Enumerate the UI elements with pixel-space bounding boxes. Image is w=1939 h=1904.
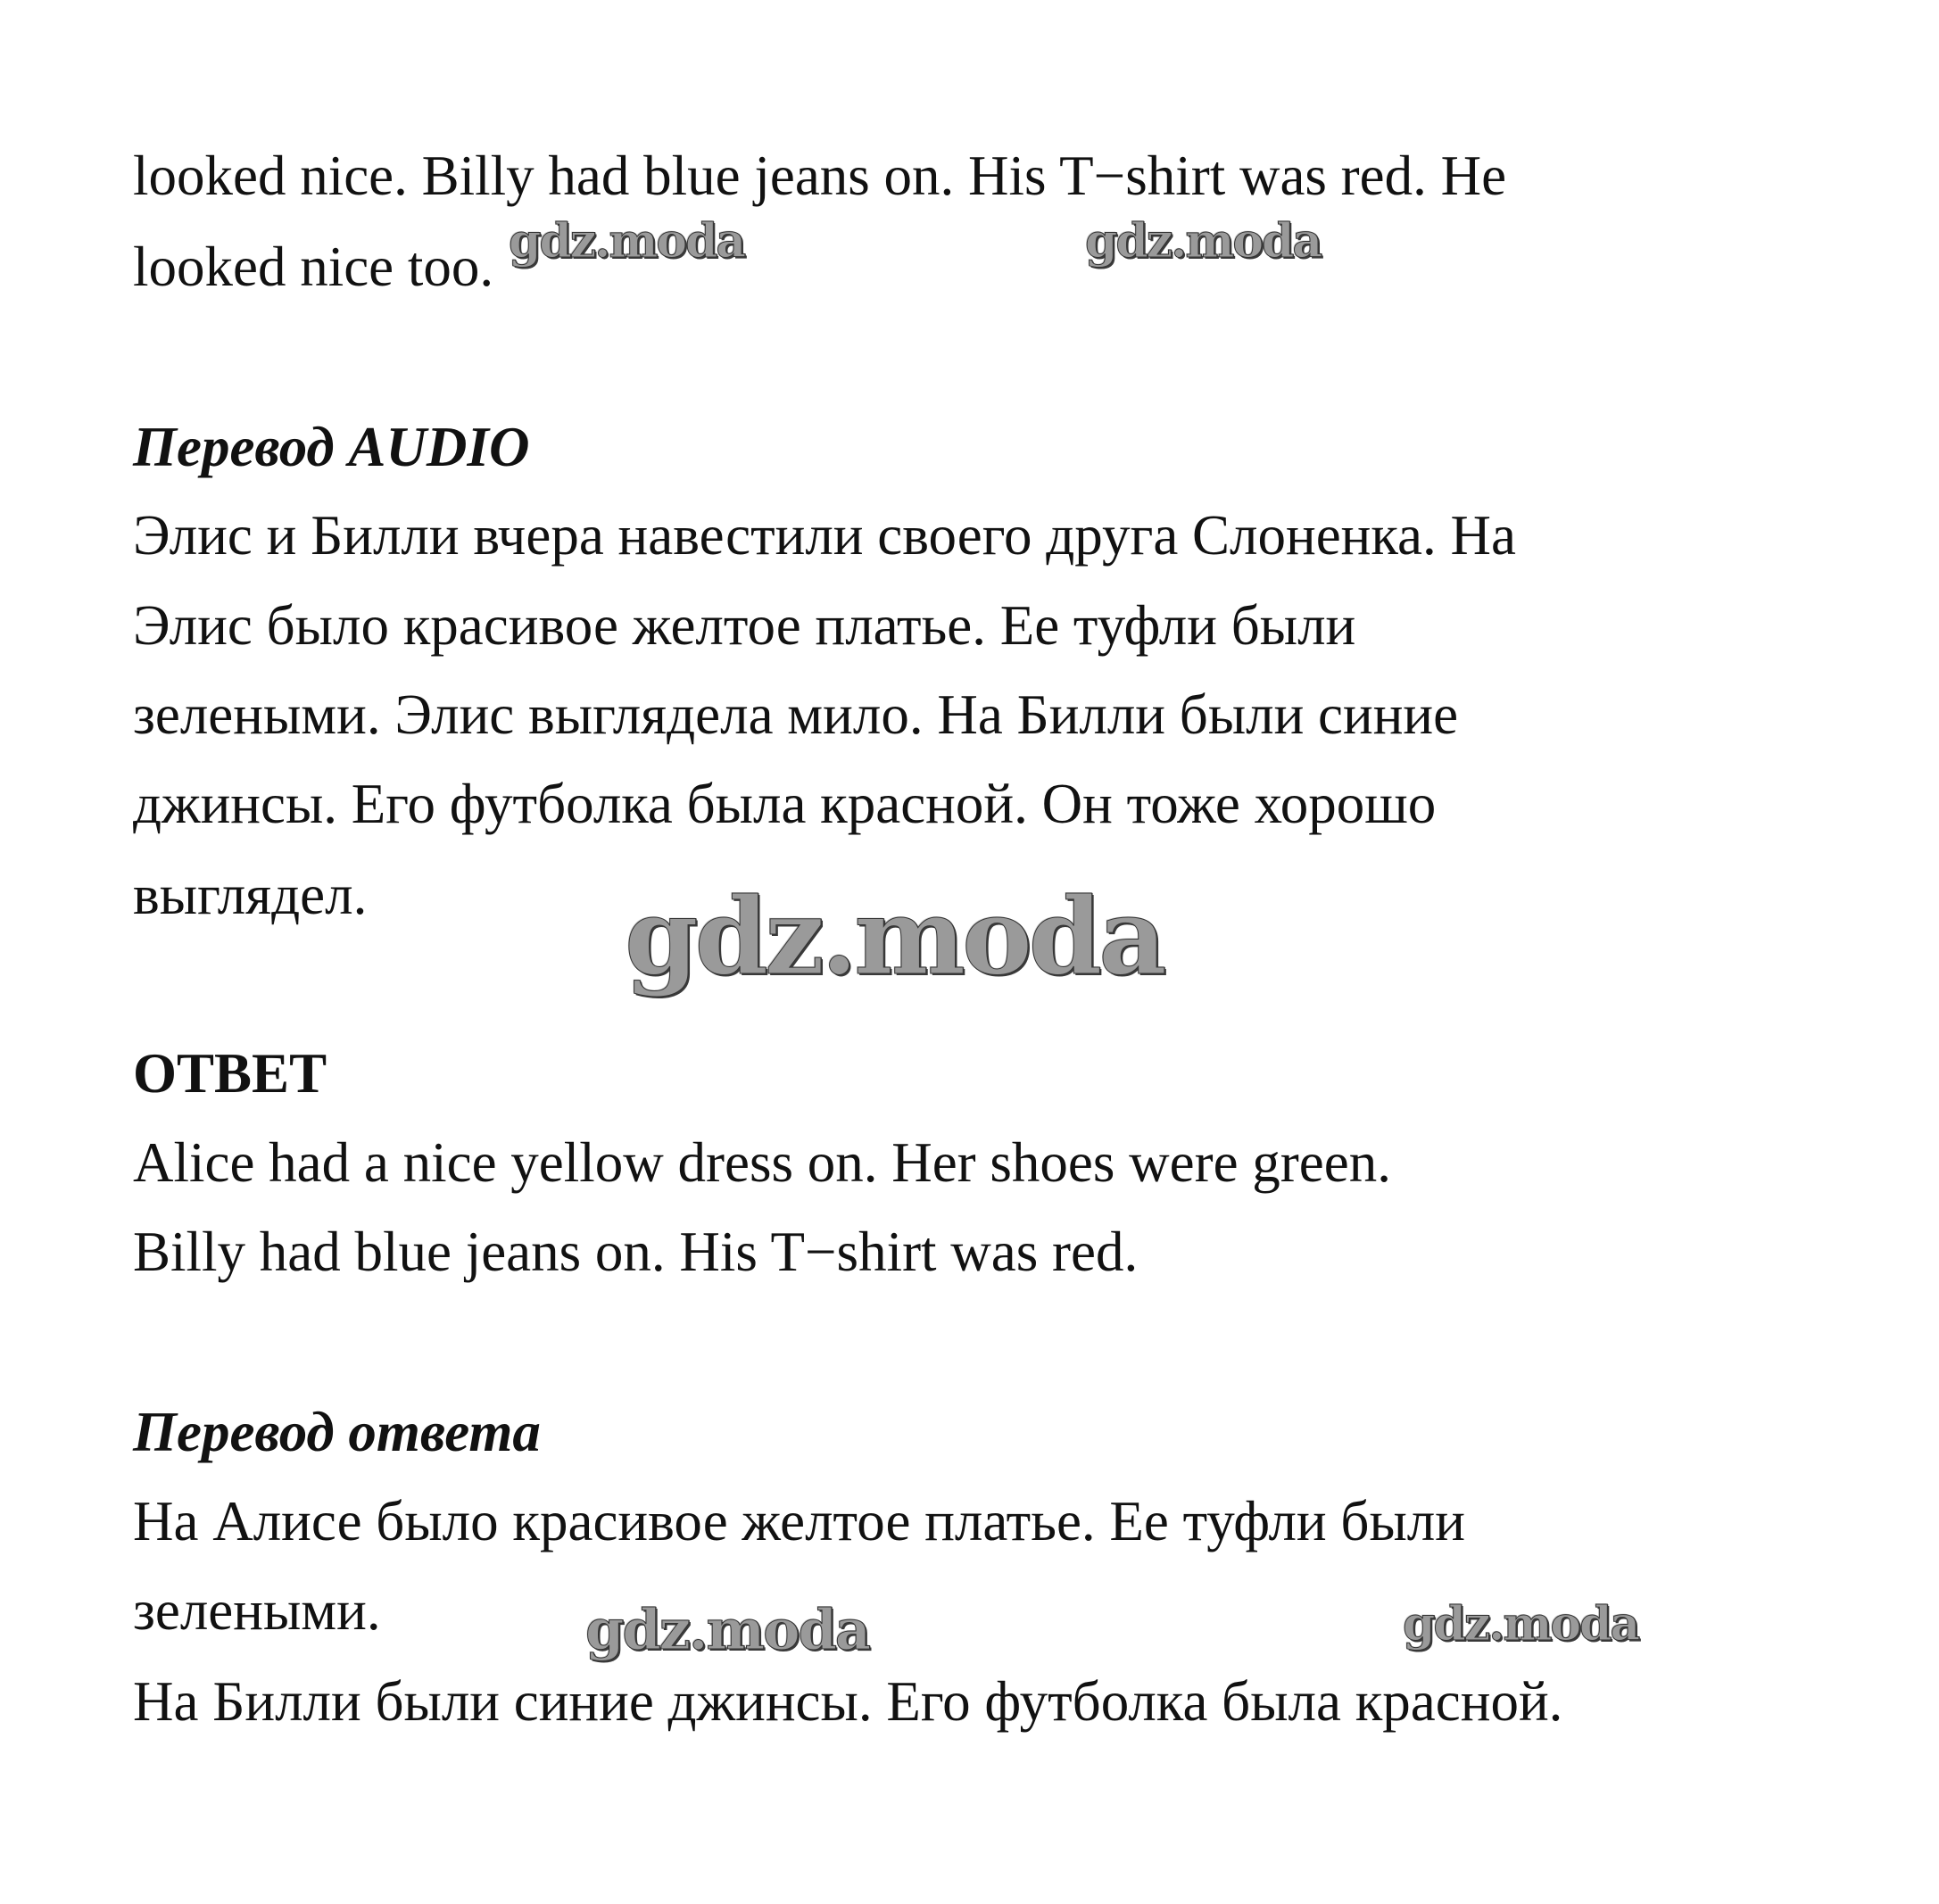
body-text-line: На Билли были синие джинсы. Его футболка была красной. <box>133 1670 1563 1733</box>
body-text-line: зелеными. Элис выглядела мило. На Билли были синие <box>133 683 1459 746</box>
body-text-line: looked nice. Billy had blue jeans on. His T−shirt was red. He <box>133 145 1507 207</box>
body-text-line: джинсы. Его футболка была красной. Он тоже хорошо <box>133 773 1437 835</box>
watermark-logo: gdz.moda <box>625 874 1164 998</box>
watermark-logo: gdz.moda <box>585 1597 869 1662</box>
body-text-line: На Алисе было красивое желтое платье. Ее туфли были <box>133 1490 1465 1552</box>
body-text-line: Billy had blue jeans on. His T−shirt was red. <box>133 1221 1139 1283</box>
section-heading-translation-audio: Перевод AUDIO <box>133 416 530 478</box>
body-text-line: Элис было красивое желтое платье. Ее туфли были <box>133 594 1356 657</box>
watermark-logo: gdz.moda <box>1085 214 1322 269</box>
body-text-line: looked nice too. <box>133 236 494 298</box>
body-text-line: Элис и Билли вчера навестили своего друга Слоненка. На <box>133 504 1516 567</box>
section-heading-answer-translation: Перевод ответа <box>133 1401 541 1463</box>
body-text-line: Alice had a nice yellow dress on. Her shoes were green. <box>133 1131 1391 1194</box>
section-heading-answer: ОТВЕТ <box>133 1042 327 1105</box>
watermark-logo: gdz.moda <box>509 214 745 269</box>
watermark-logo: gdz.moda <box>1403 1597 1639 1652</box>
body-text-line: выглядел. <box>133 864 368 926</box>
body-text-line: зелеными. <box>133 1579 381 1642</box>
